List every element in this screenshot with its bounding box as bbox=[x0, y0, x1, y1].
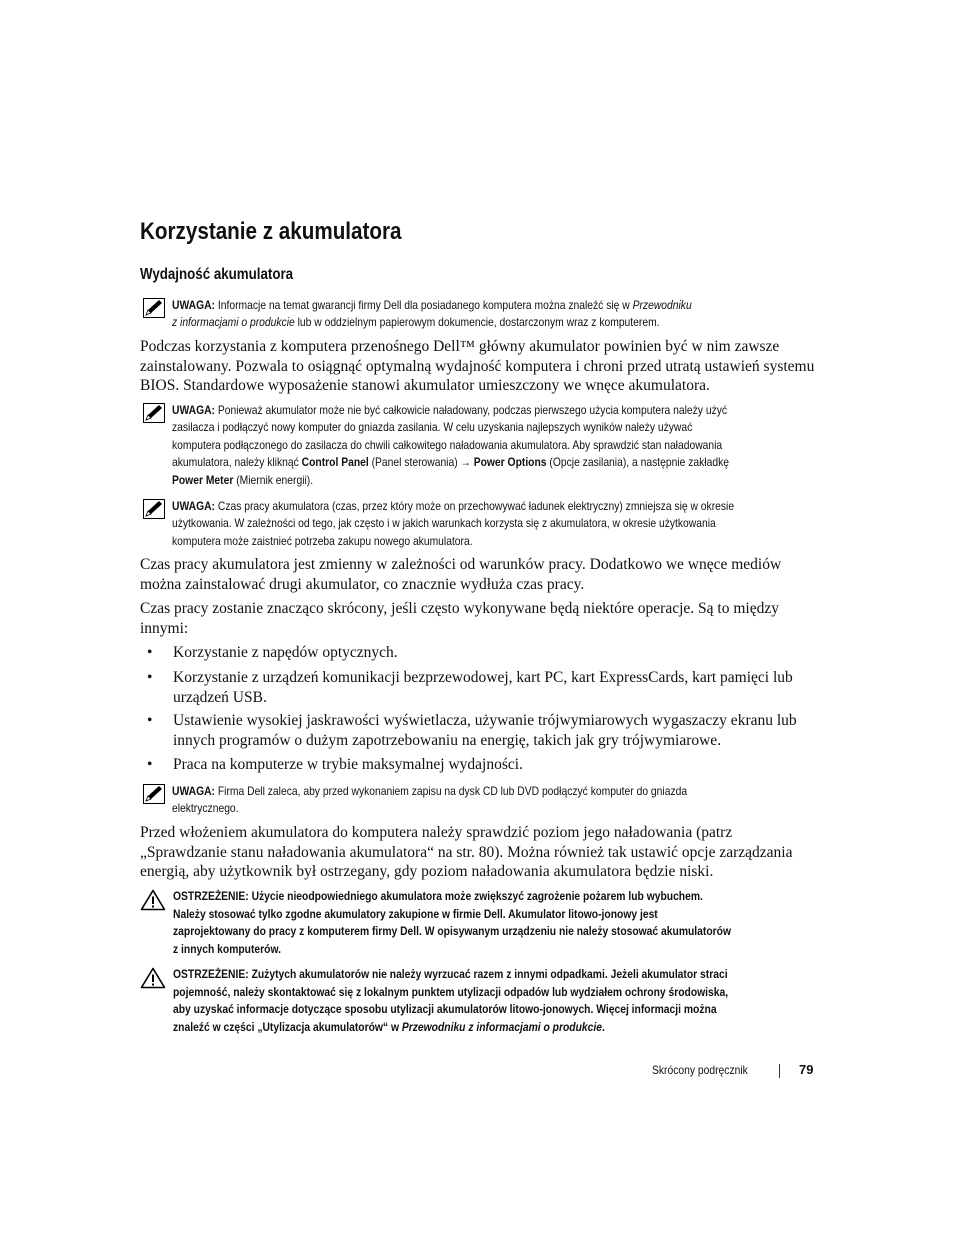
bullet-icon: • bbox=[147, 644, 153, 661]
page-title: Korzystanie z akumulatora bbox=[140, 218, 402, 245]
body-paragraph: Podczas korzystania z komputera przenośnego Dell™ główny akumulator powinien być w nim zawsze zainstalowany. Pozwala to osiągnąć optymalną wydajność komputera i chroni przed utratą ustawień systemu BIOS. Standardowe wyposażenie stanowi akumulator umieszczony we wnęce akumulatora. bbox=[140, 338, 815, 395]
warning-block: OSTRZEŻENIE: Użycie nieodpowiedniego akumulatora może zwiększyć zagrożenie pożarem lub wybuchem. Należy stosować tylko zgodne akumulatory zakupione w firmie Dell. Akumulator litowo-jonowy jest zaprojektowany do pracy z komputerem firmy Dell. W opisywanym urządzeniu nie należy stosować akumulatorów z innych komputerów. bbox=[140, 888, 820, 960]
power-options-term: Power Options bbox=[473, 455, 547, 470]
power-meter-term: Power Meter bbox=[172, 472, 234, 487]
note-italic: z informacjami o produkcie bbox=[172, 315, 295, 330]
bullet-icon: • bbox=[147, 756, 153, 773]
warning-block: OSTRZEŻENIE: Zużytych akumulatorów nie należy wyrzucać razem z innymi odpadkami. Jeżeli akumulator straci pojemność, należy skontaktować się z lokalnym punktem utylizacji odpadów lub wydziałem ochrony środowiska, aby uzyskać informacje dotyczące sposobu utylizacji akumulatorów litowo-jonowych. Więcej informacji można znaleźć w części „Utylizacja akumulatorów“ w Przewodniku z informacjami o produkcie. bbox=[140, 966, 820, 1038]
note-label: UWAGA: bbox=[172, 403, 215, 417]
warning-label: OSTRZEŻENIE: bbox=[173, 967, 249, 981]
note-pencil-icon bbox=[143, 298, 165, 318]
bullet-icon: • bbox=[147, 712, 153, 729]
footer-title: Skrócony podręcznik bbox=[652, 1063, 748, 1077]
note-block bbox=[140, 297, 820, 333]
note-text: lub w oddzielnym papierowym dokumencie, dostarczonym wraz z komputerem. bbox=[294, 315, 660, 330]
control-panel-term: Control Panel bbox=[301, 455, 369, 470]
note-pencil-icon bbox=[143, 784, 165, 804]
note-italic: Przewodniku bbox=[632, 298, 692, 312]
body-paragraph: Przed włożeniem akumulatora do komputera należy sprawdzić poziom jego naładowania (patrz „Sprawdzanie stanu naładowania akumulatora“ na str. 80). Można również tak ustawić opcje zarządzania energią, aby użytkownik był ostrzegany, gdy poziom naładowania akumulatora będzie niski. bbox=[140, 824, 793, 881]
section-heading: Wydajność akumulatora bbox=[140, 266, 294, 283]
note-pencil-icon bbox=[143, 403, 165, 423]
note-label: UWAGA: bbox=[172, 784, 215, 798]
note-block: UWAGA: Ponieważ akumulator może nie być całkowicie naładowany, podczas pierwszego użycia komputera należy użyć zasilacza i podłączyć nowy komputer do gniazda zasilania. W celu uzyskania najlepszych wyników należy używać komputera podłączonego do zasilacza do chwili całkowitego naładowania akumulatora. Aby sprawdzić stan naładowania akumulatora, należy kliknąć Control Panel (Panel sterowania) → Power Options (Opcje zasilania), a następnie zakładkę Power Meter (Miernik energii). bbox=[140, 402, 820, 490]
body-paragraph: Czas pracy zostanie znacząco skrócony, jeśli często wykonywane będą niektóre operacje. Są to między innymi: bbox=[140, 600, 779, 637]
note-label: UWAGA: bbox=[172, 499, 215, 513]
note-text: Informacje na temat gwarancji firmy Dell dla posiadanego komputera można znaleźć się w bbox=[217, 298, 633, 312]
warning-triangle-icon bbox=[140, 967, 166, 989]
warning-label: OSTRZEŻENIE: bbox=[173, 889, 249, 903]
note-block: UWAGA: Firma Dell zaleca, aby przed wykonaniem zapisu na dysk CD lub DVD podłączyć komputer do gniazda elektrycznego. bbox=[140, 783, 820, 819]
note-label: UWAGA: bbox=[172, 298, 215, 312]
footer-divider bbox=[779, 1064, 780, 1078]
note-block: UWAGA: Czas pracy akumulatora (czas, przez który może on przechowywać ładunek elektryczny) zmniejsza się w okresie użytkowania. W zależności od tego, jak często i w jakich warunkach korzysta się z akumulatora, w okresie użytkowania komputera może zaistnieć potrzeba zakupu nowego akumulatora. bbox=[140, 498, 820, 552]
bullet-icon: • bbox=[147, 669, 153, 686]
note-pencil-icon bbox=[143, 499, 165, 519]
warning-italic: Przewodniku z informacjami o produkcie bbox=[401, 1019, 602, 1034]
body-paragraph: Czas pracy akumulatora jest zmienny w zależności od warunków pracy. Dodatkowo we wnęce mediów można zainstalować drugi akumulator, co znacznie wydłuża czas pracy. bbox=[140, 556, 782, 593]
page-number: 79 bbox=[799, 1062, 814, 1077]
warning-triangle-icon bbox=[140, 889, 166, 911]
arrow-icon: → bbox=[460, 455, 471, 470]
